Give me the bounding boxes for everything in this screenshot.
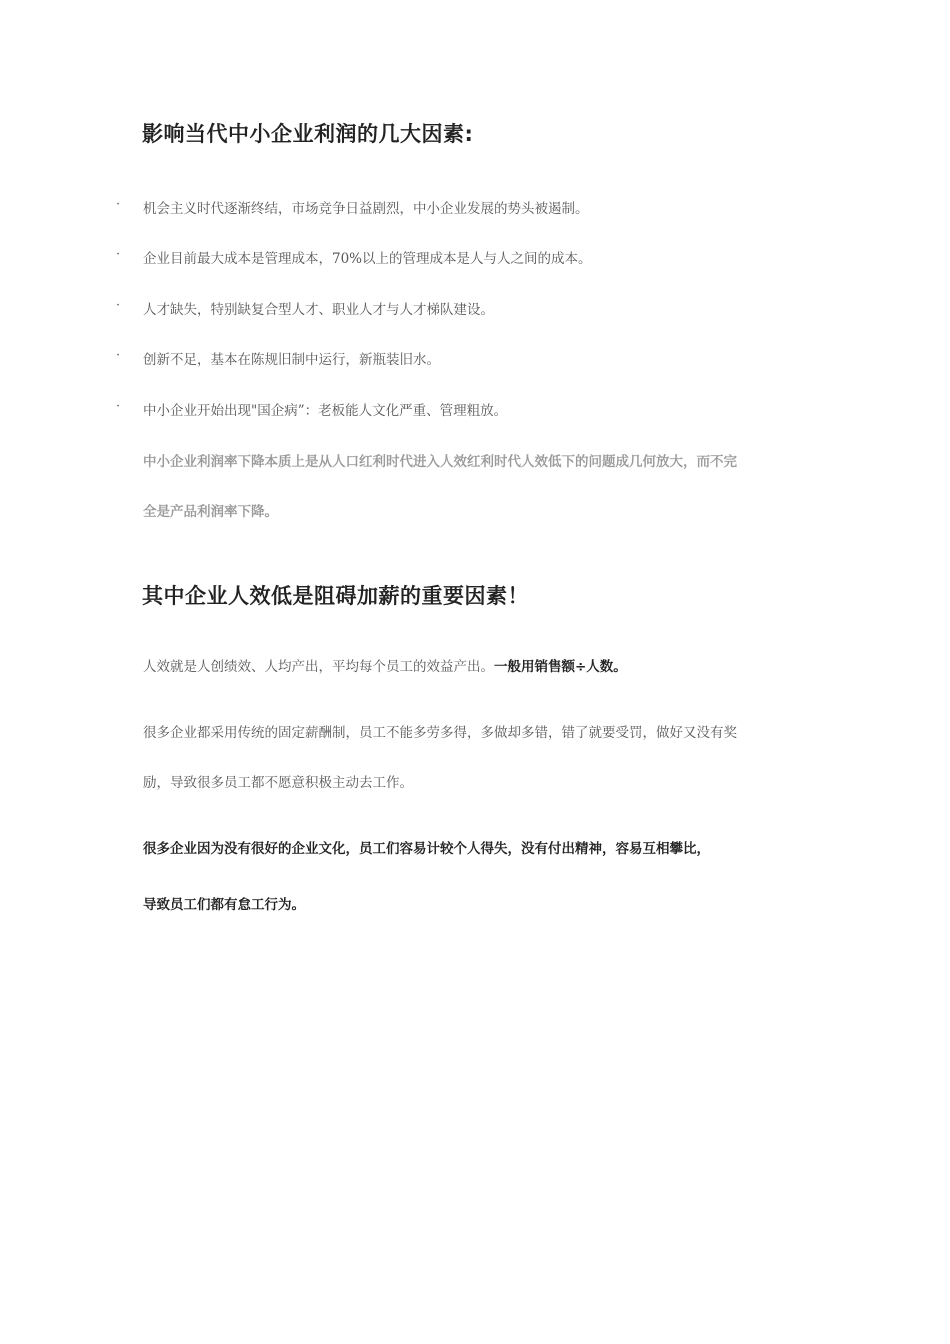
list-item <box>0 298 950 322</box>
list-item <box>0 399 950 423</box>
bullet-icon: · <box>116 348 121 363</box>
bullet-text: 人才缺失，特别缺复合型人才、职业人才与人才梯队建设。 <box>143 302 494 318</box>
list-item <box>0 348 950 372</box>
bullet-icon: · <box>116 247 121 262</box>
section1-title: 影响当代中小企业利润的几大因素: <box>142 122 474 146</box>
bullet-icon: · <box>116 197 121 212</box>
list-item <box>0 247 950 271</box>
paragraph-line: 励，导致很多员工都不愿意积极主动去工作。 <box>143 775 413 791</box>
bullet-icon: · <box>116 399 121 414</box>
paragraph-line: 很多企业都采用传统的固定薪酬制，员工不能多劳多得，多做却多错，错了就要受罚，做好又没有奖 <box>143 725 737 741</box>
list-item <box>0 197 950 221</box>
bold-paragraph-line: 很多企业因为没有很好的企业文化，员工们容易计较个人得失，没有付出精神，容易互相攀比， <box>143 841 710 857</box>
bullet-text: 机会主义时代逐渐终结，市场竞争日益剧烈，中小企业发展的势头被遏制。 <box>143 201 589 217</box>
bullet-icon: · <box>116 298 121 313</box>
bullet-text: 企业目前最大成本是管理成本，70%以上的管理成本是人与人之间的成本。 <box>143 251 592 267</box>
bold-paragraph-line: 导致员工们都有怠工行为。 <box>143 897 305 913</box>
summary-line: 全是产品利润率下降。 <box>143 504 278 520</box>
summary-line: 中小企业利润率下降本质上是从人口红利时代进入人效红利时代人效低下的问题成几何放大，而不完 <box>143 454 737 470</box>
bullet-text: 创新不足，基本在陈规旧制中运行，新瓶装旧水。 <box>143 352 440 368</box>
section2-title: 其中企业人效低是阻碍加薪的重要因素！ <box>142 584 529 608</box>
definition-paragraph <box>143 655 627 675</box>
bullet-text: 中小企业开始出现"国企病”：老板能人文化严重、管理粗放。 <box>143 403 508 419</box>
definition-formula: 一般用销售额÷人数。 <box>494 659 627 675</box>
definition-text: 人效就是人创绩效、人均产出，平均每个员工的效益产出。 <box>143 659 494 675</box>
